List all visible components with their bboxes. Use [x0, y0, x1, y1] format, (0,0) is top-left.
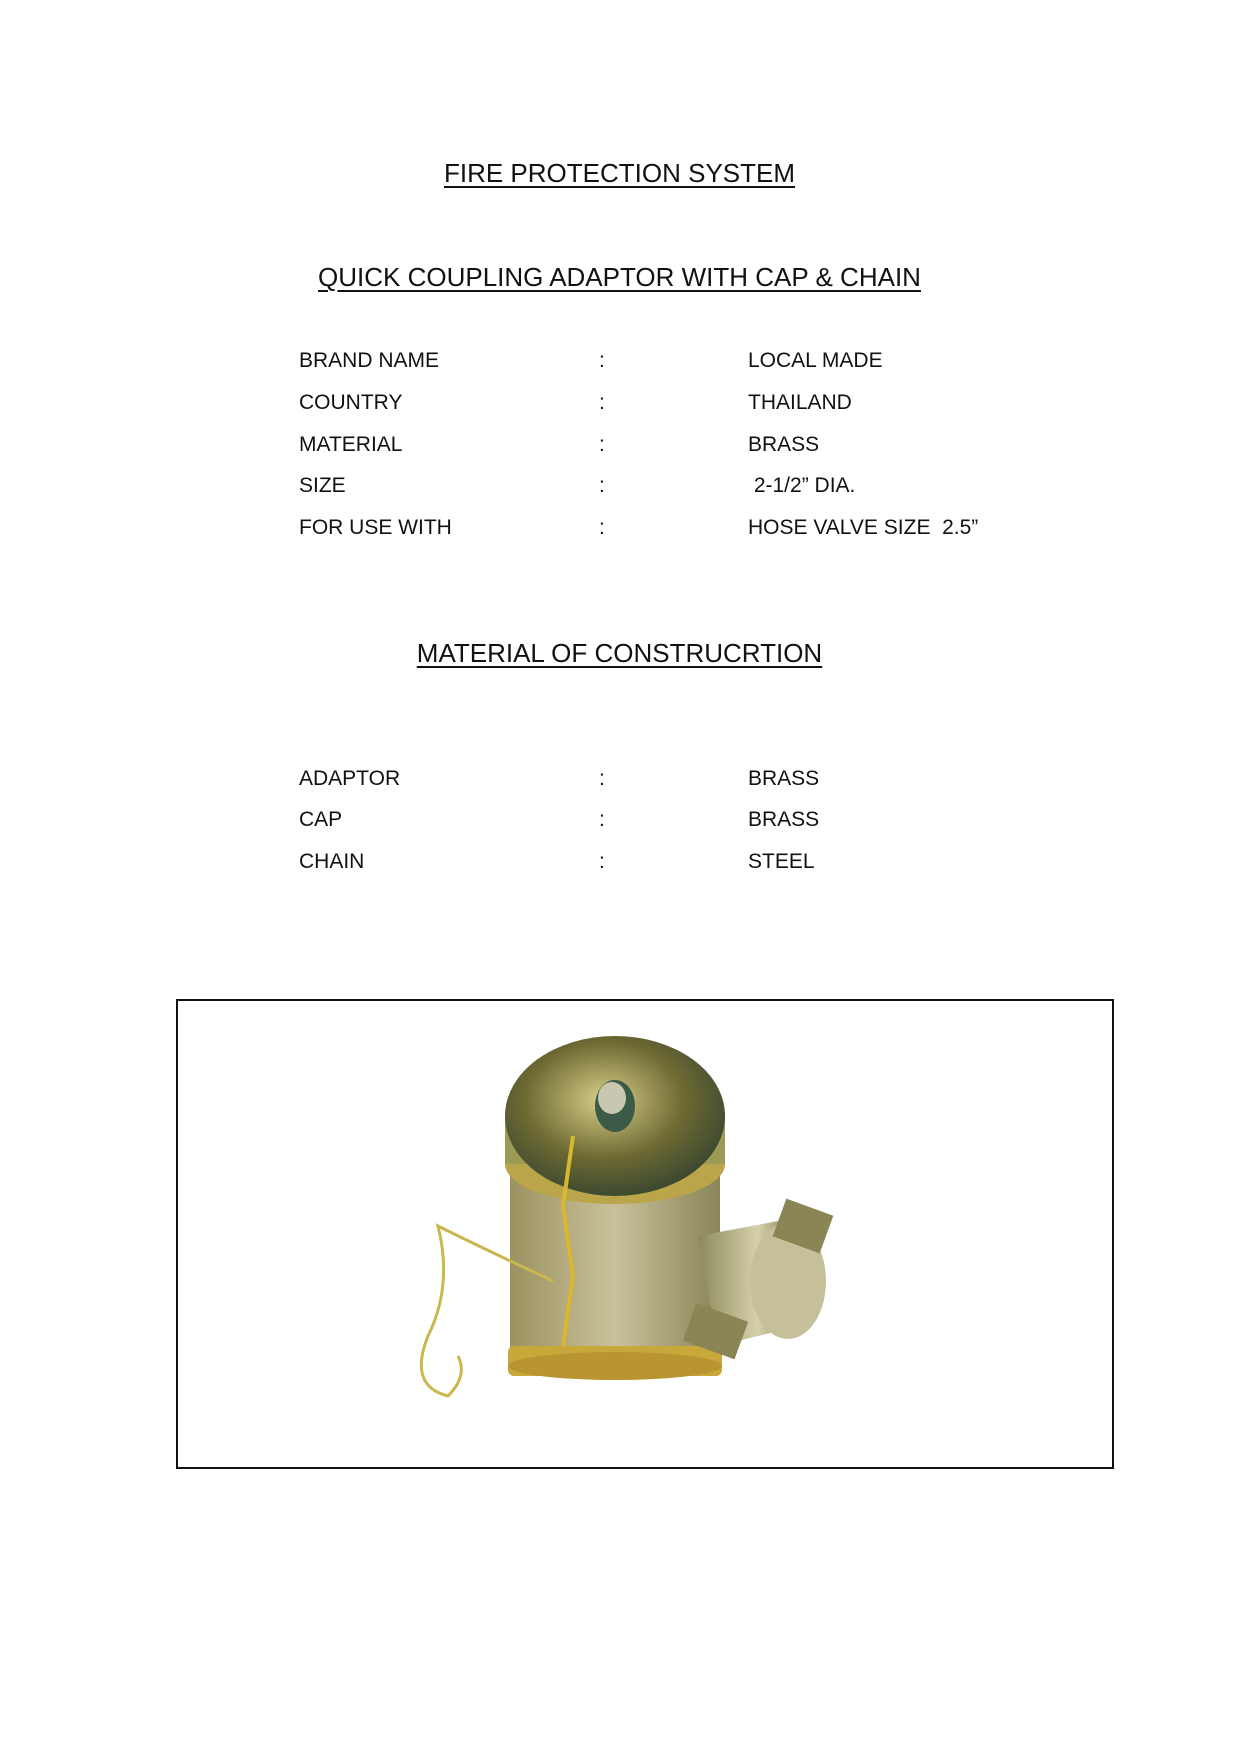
spec-label: BRAND NAME: [299, 349, 440, 372]
construction-heading: MATERIAL OF CONSTRUCRTION: [416, 638, 823, 668]
product-photo-frame: [176, 999, 1114, 1469]
construction-colon: :: [599, 808, 605, 831]
product-title: QUICK COUPLING ADAPTOR WITH CAP & CHAIN: [318, 262, 921, 292]
spec-label: FOR USE WITH: [299, 516, 452, 539]
construction-value: STEEL: [748, 850, 815, 873]
spec-value: LOCAL MADE: [748, 349, 883, 372]
construction-value: BRASS: [748, 808, 820, 831]
spec-value: THAILAND: [748, 391, 852, 414]
spec-colon: :: [599, 474, 605, 497]
construction-label: ADAPTOR: [299, 767, 401, 790]
spec-label: MATERIAL: [299, 433, 403, 456]
spec-value: BRASS: [748, 433, 820, 456]
construction-label: CHAIN: [299, 850, 365, 873]
spec-colon: :: [599, 516, 605, 539]
spec-value: 2-1/2” DIA.: [748, 474, 856, 497]
construction-colon: :: [599, 850, 605, 873]
spec-label: SIZE: [299, 474, 346, 497]
spec-label: COUNTRY: [299, 391, 403, 414]
construction-value: BRASS: [748, 767, 820, 790]
spec-colon: :: [599, 391, 605, 414]
product-photo: [358, 1026, 938, 1446]
document-title: FIRE PROTECTION SYSTEM: [443, 158, 796, 188]
spec-colon: :: [599, 349, 605, 372]
spec-value: HOSE VALVE SIZE 2.5”: [748, 516, 979, 539]
spec-colon: :: [599, 433, 605, 456]
construction-colon: :: [599, 767, 605, 790]
construction-label: CAP: [299, 808, 343, 831]
